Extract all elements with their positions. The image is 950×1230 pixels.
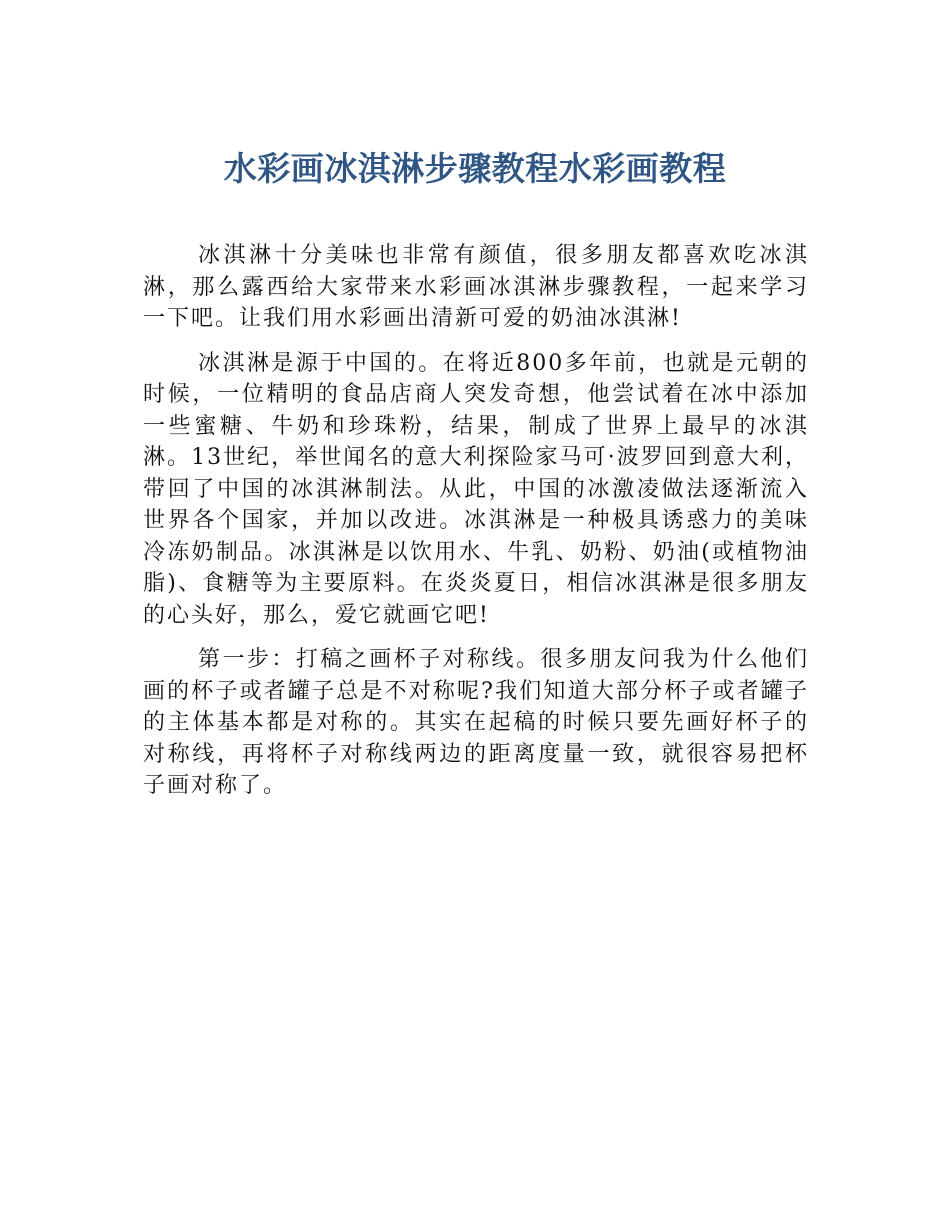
document-body [143, 240, 809, 815]
paragraph-step-one: 第一步：打稿之画杯子对称线。很多朋友问我为什么他们画的杯子或者罐子总是不对称呢?我们知道大部分杯子或者罐子的主体基本都是对称的。其实在起稿的时候只要先画好杯子的对称线，再将杯子对称线两边的距离度量一致，就很容易把杯子画对称了。 [143, 647, 809, 798]
document-title: 水彩画冰淇淋步骤教程水彩画教程 [223, 149, 727, 188]
paragraph-history: 冰淇淋是源于中国的。在将近800多年前，也就是元朝的时候，一位精明的食品店商人突发奇想，他尝试着在冰中添加一些蜜糖、牛奶和珍珠粉，结果，制成了世界上最早的冰淇淋。13世纪，举世闻名的意大利探险家马可·波罗回到意大利，带回了中国的冰淇淋制法。从此，中国的冰激凌做法逐渐流入世界各个国家，并加以改进。冰淇淋是一种极具诱惑力的美味冷冻奶制品。冰淇淋是以饮用水、牛乳、奶粉、奶油(或植物油脂)、食糖等为主要原料。在炎炎夏日，相信冰淇淋是很多朋友的心头好，那么，爱它就画它吧! [143, 350, 809, 628]
paragraph-intro: 冰淇淋十分美味也非常有颜值，很多朋友都喜欢吃冰淇淋，那么露西给大家带来水彩画冰淇淋步骤教程，一起来学习一下吧。让我们用水彩画出清新可爱的奶油冰淇淋! [143, 243, 809, 331]
